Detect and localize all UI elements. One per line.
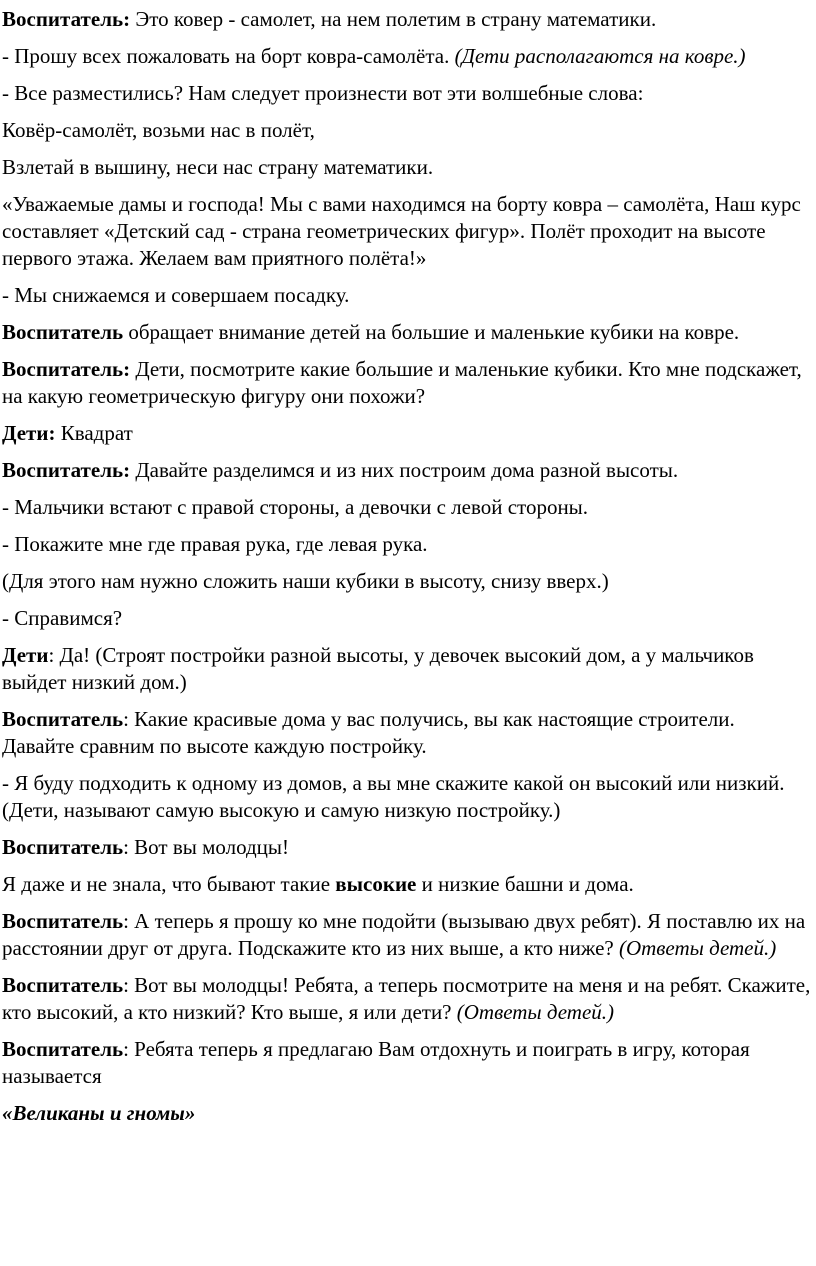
speaker-label: Воспитатель xyxy=(2,973,124,997)
paragraph-11 xyxy=(2,457,812,484)
paragraph-13 xyxy=(2,531,812,558)
paragraph-text: Квадрат xyxy=(55,421,133,445)
paragraph-text: Дети, посмотрите какие большие и маленькие кубики. Кто мне подскажет, на какую геометрическую фигуру они похожи? xyxy=(2,357,802,408)
paragraph-4 xyxy=(2,117,812,144)
paragraph-text: - Все разместились? Нам следует произнести вот эти волшебные слова: xyxy=(2,81,644,105)
speaker-label: Воспитатель xyxy=(2,909,124,933)
paragraph-text: Взлетай в вышину, неси нас страну математики. xyxy=(2,155,434,179)
paragraph-text: : Да! (Строят постройки разной высоты, у девочек высокий дом, а у мальчиков выйдет низкий дом.) xyxy=(2,643,754,694)
paragraph-text: (Для этого нам нужно сложить наши кубики в высоту, снизу вверх.) xyxy=(2,569,609,593)
game-title xyxy=(2,1100,812,1127)
paragraph-2 xyxy=(2,43,812,70)
stage-direction: (Ответы детей.) xyxy=(618,936,777,960)
paragraph-text: : Какие красивые дома у вас получись, вы как настоящие строители. Давайте сравним по высоте каждую постройку. xyxy=(2,707,735,758)
paragraph-8 xyxy=(2,319,812,346)
paragraph-17 xyxy=(2,706,812,760)
paragraph-text: Давайте разделимся и из них построим дома разной высоты. xyxy=(130,458,679,482)
paragraph-text: : Ребята теперь я предлагаю Вам отдохнуть и поиграть в игру, которая называется xyxy=(2,1037,750,1088)
paragraph-19 xyxy=(2,834,812,861)
speaker-label: Воспитатель xyxy=(2,707,124,731)
paragraph-20 xyxy=(2,871,812,898)
paragraph-text: обращает внимание детей на большие и маленькие кубики на ковре. xyxy=(123,320,740,344)
paragraph-text: - Прошу всех пожаловать на борт ковра-самолёта. xyxy=(2,44,455,68)
stage-direction: (Дети располагаются на ковре.) xyxy=(454,44,746,68)
paragraph-3 xyxy=(2,80,812,107)
paragraph-text-end: и низкие башни и дома. xyxy=(416,872,634,896)
speaker-label: Воспитатель: xyxy=(2,7,131,31)
paragraph-15 xyxy=(2,605,812,632)
paragraph-text: - Я буду подходить к одному из домов, а вы мне скажите какой он высокий или низкий. (Дети, называют самую высокую и самую низкую постройку.) xyxy=(2,771,785,822)
speaker-label: Воспитатель xyxy=(2,835,124,859)
paragraph-text: Ковёр-самолёт, возьми нас в полёт, xyxy=(2,118,315,142)
paragraph-1 xyxy=(2,6,812,33)
paragraph-text: : А теперь я прошу ко мне подойти (вызываю двух ребят). Я поставлю их на расстоянии друг от друга. Подскажите кто из них выше, а кто ниже? xyxy=(2,909,806,960)
paragraph-12 xyxy=(2,494,812,521)
paragraph-text: Это ковер - самолет, на нем полетим в страну математики. xyxy=(130,7,657,31)
paragraph-9 xyxy=(2,356,812,410)
paragraph-14 xyxy=(2,568,812,595)
paragraph-6 xyxy=(2,191,812,272)
speaker-label: Дети: xyxy=(2,421,56,445)
speaker-label: Воспитатель: xyxy=(2,357,131,381)
paragraph-16 xyxy=(2,642,812,696)
paragraph-text: : Вот вы молодцы! Ребята, а теперь посмотрите на меня и на ребят. Скажите, кто высокий, а кто низкий? Кто выше, я или дети? xyxy=(2,973,811,1024)
speaker-label: Дети xyxy=(2,643,49,667)
paragraph-7 xyxy=(2,282,812,309)
paragraph-21 xyxy=(2,908,812,962)
paragraph-5 xyxy=(2,154,812,181)
paragraph-text: : Вот вы молодцы! xyxy=(123,835,290,859)
paragraph-18 xyxy=(2,770,812,824)
paragraph-10 xyxy=(2,420,812,447)
paragraph-text: - Покажите мне где правая рука, где левая рука. xyxy=(2,532,428,556)
speaker-label: Воспитатель xyxy=(2,1037,124,1061)
paragraph-22 xyxy=(2,972,812,1026)
paragraph-text: «Уважаемые дамы и господа! Мы с вами находимся на борту ковра – самолёта, Наш курс составляет «Детский сад - страна геометрических фигур». Полёт проходит на высоте первого этажа. Желаем вам приятного полёта!» xyxy=(2,192,801,270)
paragraph-text: - Мальчики встают с правой стороны, а девочки с левой стороны. xyxy=(2,495,589,519)
speaker-label: Воспитатель: xyxy=(2,458,131,482)
paragraph-text: - Справимся? xyxy=(2,606,123,630)
stage-direction: (Ответы детей.) xyxy=(456,1000,615,1024)
emphasized-word: высокие xyxy=(335,872,417,896)
speaker-label: Воспитатель xyxy=(2,320,124,344)
paragraph-text: Я даже и не знала, что бывают такие xyxy=(2,872,336,896)
game-title-text: «Великаны и гномы» xyxy=(2,1101,196,1125)
paragraph-text: - Мы снижаемся и совершаем посадку. xyxy=(2,283,350,307)
paragraph-23 xyxy=(2,1036,812,1090)
